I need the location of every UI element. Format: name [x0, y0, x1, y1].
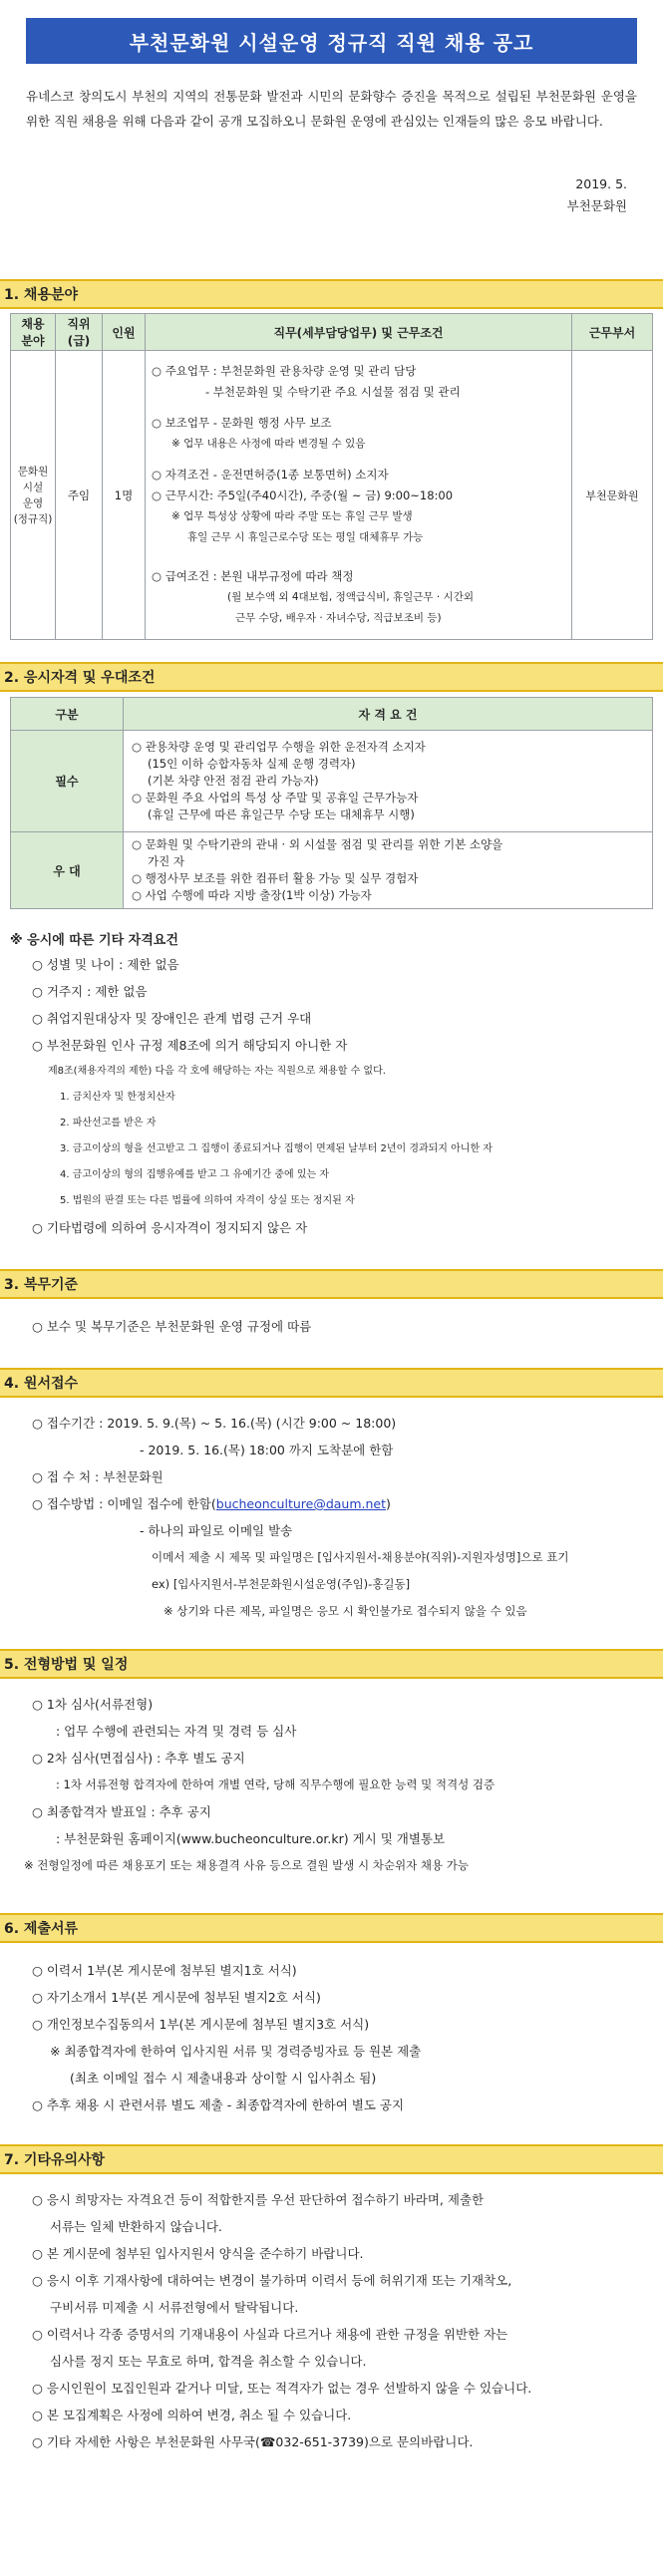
list-item: ○ 본 모집계획은 사정에 의하여 변경, 취소 될 수 있습니다.: [32, 2408, 352, 2422]
td-duty: ○ 주요업무 : 부천문화원 관용차량 운영 및 관리 담당 - 부천문화원 및 수탁기관 주요 시설물 점검 및 관리 ○ 보조업무 - 문화원 행정 사무 보조 ※ 업무 내용은 사정에 따라 변경될 수 있음 ○ 자격조건 - 운전면허증(1종 보통면허) 소지자 ○ 근무시간: 주5일(주40시간), 주중(월 ~ 금) 9:00~18:00 ※ 업무 특성상 상황에 따라 주말 또는 휴일 근무 발생 휴일 근무 시 휴일근로수당 또는 평일 대체휴무 가능 ○ 급여조건 : 본원 내부규정에 따라 책정 (월 보수액 외 4대보험, 정액급식비, 휴일근무 · 시간외 근무 수당, 배우자 · 자녀수당, 직급보조비 등): [146, 351, 572, 640]
list-item: ○ 접 수 처 : 부천문화원: [32, 1469, 164, 1484]
list-item: ※ 상기와 다른 제목, 파일명은 응모 시 확인불가로 접수되지 않을 수 있음: [164, 1604, 527, 1618]
table-header-row: [11, 698, 653, 731]
list-item: ○ 개인정보수집동의서 1부(본 게시문에 첨부된 별지3호 서식): [32, 2017, 370, 2032]
section-3-body: [0, 1313, 663, 1340]
issuer-name: 부천문화원: [566, 198, 627, 213]
rule-item: 2. 파산선고를 받은 자: [60, 1118, 157, 1128]
section-6-body: [0, 1957, 663, 2118]
email-link[interactable]: bucheonculture@daum.net: [215, 1496, 387, 1511]
list-item: 이메서 제출 시 제목 및 파일명은 [입사지원서-채용분야(직위)-지원자성명]으로 표기: [152, 1550, 569, 1564]
th-rank: 직위 (급): [56, 314, 103, 351]
list-item: ○ 기타 자세한 사항은 부천문화원 사무국(☎032-651-3739)으로 문의바랍니다.: [32, 2434, 474, 2449]
recruit-field-table: [10, 313, 653, 640]
table-row: [11, 351, 653, 640]
list-item: ○ 거주지 : 제한 없음: [32, 984, 148, 999]
list-item: ○ 자기소개서 1부(본 게시문에 첨부된 별지2호 서식): [32, 1990, 321, 2005]
list-item: ○ 접수기간 : 2019. 5. 9.(목) ~ 5. 16.(목) (시간 9:00 ~ 18:00): [32, 1416, 397, 1431]
list-item: : 부천문화원 홈페이지(www.bucheonculture.or.kr) 게시 및 개별통보: [56, 1831, 446, 1846]
section-5-body: [0, 1691, 663, 1879]
section-header-1: 1. 채용분야: [0, 279, 663, 309]
notice-date: 2019. 5.: [575, 176, 627, 191]
list-item: ※ 전형일정에 따른 채용포기 또는 채용결격 사유 등으로 결원 발생 시 차순위자 채용 가능: [24, 1858, 469, 1872]
required-list: ○ 관용차량 운영 및 관리업무 수행을 위한 운전자격 소지자 (15인 이하 승합자동차 실제 운행 경력자) (기본 차량 안전 점검 관리 가능자) ○ 문화원 주요 사업의 특성 상 주말 및 공휴일 근무가능자 (휴일 근무에 따른 휴일근무 수당 또는 대체휴무 시행): [124, 731, 653, 832]
table-row: [11, 731, 653, 832]
section-header-5: 5. 전형방법 및 일정: [0, 1649, 663, 1679]
other-qualifications: [0, 931, 663, 1241]
section-header-2: 2. 응시자격 및 우대조건: [0, 662, 663, 692]
list-item: : 업무 수행에 관련되는 자격 및 경력 등 심사: [56, 1724, 297, 1739]
preferred-list: ○ 문화원 및 수탁기관의 관내 · 외 시설물 점검 및 관리를 위한 기본 소양을 가진 자 ○ 행정사무 보조를 위한 컴퓨터 활용 가능 및 실무 경험자 ○ 사업 수행에 따라 지방 출장(1박 이상) 가능자: [124, 832, 653, 909]
list-item: ○ 취업지원대상자 및 장애인은 관계 법령 근거 우대: [32, 1011, 312, 1026]
list-item: 구비서류 미제출 시 서류전형에서 탈락됩니다.: [50, 2300, 299, 2315]
list-item: ○ 응시 희망자는 자격요건 등이 적합한지를 우선 판단하여 접수하기 바라며, 제출한: [32, 2192, 485, 2207]
table-row: [11, 832, 653, 909]
section-header-6: 6. 제출서류: [0, 1913, 663, 1943]
table-header-row: [11, 314, 653, 351]
list-item: ○ 접수방법 : 이메일 접수에 한함(bucheonculture@daum.net): [32, 1496, 391, 1511]
th-requirements: 자 격 요 건: [124, 698, 653, 731]
list-item: ○ 이력서 1부(본 게시문에 첨부된 별지1호 서식): [32, 1963, 297, 1978]
rule-item: 1. 금치산자 및 한정치산자: [60, 1092, 175, 1103]
notice-title-banner: [26, 18, 637, 64]
list-item: ○ 2차 심사(면접심사) : 추후 별도 공지: [32, 1751, 245, 1766]
list-item: - 2019. 5. 16.(목) 18:00 까지 도착분에 한함: [140, 1443, 394, 1457]
list-item: ○ 보수 및 복무기준은 부천문화원 운영 규정에 따름: [32, 1319, 312, 1334]
list-item: ○ 부천문화원 인사 규정 제8조에 의거 해당되지 아니한 자: [32, 1038, 348, 1053]
list-item: ○ 기타법령에 의하여 응시자격이 정지되지 않은 자: [32, 1220, 308, 1235]
list-item: ○ 본 게시문에 첨부된 입사지원서 양식을 준수하기 바랍니다.: [32, 2246, 364, 2261]
rule-item: 3. 금고이상의 형을 선고받고 그 집행이 종료되거나 집행이 면제된 날부터 2년이 경과되지 아니한 자: [60, 1143, 493, 1154]
list-item: ○ 이력서나 각종 증명서의 기재내용이 사실과 다르거나 채용에 관한 규정을 위반한 자는: [32, 2327, 508, 2342]
list-item: ○ 응시인원이 모집인원과 같거나 미달, 또는 적격자가 없는 경우 선발하지 않을 수 있습니다.: [32, 2381, 532, 2396]
intro-paragraph: 유네스코 창의도시 부천의 지역의 전통문화 발전과 시민의 문화향수 증진을 목적으로 설립된 부천문화원 운영을 위한 직원 채용을 위해 다음과 같이 공개 모집하오니 문화원 운영에 관심있는 인재들의 많은 응모 바랍니다.: [26, 89, 637, 129]
label-required: 필수: [11, 731, 124, 832]
td-count: 1명: [103, 351, 146, 640]
list-item: ○ 최종합격자 발표일 : 추후 공지: [32, 1804, 211, 1819]
other-qual-title: ※ 응시에 따른 기타 자격요건: [10, 933, 178, 948]
list-item: ○ 추후 채용 시 관련서류 별도 제출 - 최종합격자에 한하여 별도 공지: [32, 2097, 405, 2112]
notice-title: 부천문화원 시설운영 정규직 직원 채용 공고: [129, 30, 534, 55]
label-preferred: 우 대: [11, 832, 124, 909]
dateline: [0, 173, 627, 217]
list-item: - 하나의 파일로 이메일 발송: [140, 1523, 293, 1538]
notice-page: [0, 18, 663, 2576]
th-category: 구분: [11, 698, 124, 731]
section-header-4: 4. 원서접수: [0, 1368, 663, 1398]
list-item: 서류는 일체 반환하지 않습니다.: [50, 2219, 222, 2234]
rule-item: 4. 금고이상의 형의 집행유예를 받고 그 유예기간 중에 있는 자: [60, 1169, 329, 1180]
qualification-table: [10, 697, 653, 909]
rule-intro: 제8조(채용자격의 제한) 다음 각 호에 해당하는 자는 직원으로 채용할 수 없다.: [48, 1066, 386, 1077]
list-item: (최초 이메일 접수 시 제출내용과 상이할 시 입사취소 됨): [70, 2071, 377, 2086]
th-duty: 직무(세부담당업무) 및 근무조건: [146, 314, 572, 351]
th-count: 인원: [103, 314, 146, 351]
list-item: ※ 최종합격자에 한하여 입사지원 서류 및 경력증빙자료 등 원본 제출: [50, 2044, 422, 2059]
th-dept: 근무부서: [572, 314, 653, 351]
list-item: ex) [입사지원서-부천문화원시설운영(주임)-홍길동]: [152, 1577, 411, 1591]
list-item: ○ 응시 이후 기재사항에 대하여는 변경이 불가하며 이력서 등에 허위기재 또는 기재착오,: [32, 2273, 512, 2288]
rule-item: 5. 법원의 판결 또는 다른 법률에 의하여 자격이 상실 또는 정지된 자: [60, 1195, 355, 1206]
list-item: : 1차 서류전형 합격자에 한하여 개별 연락, 당해 직무수행에 필요한 능력 및 적격성 검증: [56, 1777, 496, 1791]
list-item: ○ 성별 및 나이 : 제한 없음: [32, 957, 179, 972]
td-field: 문화원 시설 운영 (정규직): [11, 351, 56, 640]
section-header-7: 7. 기타유의사항: [0, 2144, 663, 2174]
td-rank: 주임: [56, 351, 103, 640]
section-4-body: [0, 1410, 663, 1625]
list-item: 심사를 정지 또는 무효로 하며, 합격을 취소할 수 있습니다.: [50, 2354, 367, 2369]
list-item: ○ 1차 심사(서류전형): [32, 1697, 154, 1712]
th-field: 채용 분야: [11, 314, 56, 351]
section-7-body: [0, 2186, 663, 2455]
section-header-3: 3. 복무기준: [0, 1269, 663, 1299]
td-dept: 부천문화원: [572, 351, 653, 640]
